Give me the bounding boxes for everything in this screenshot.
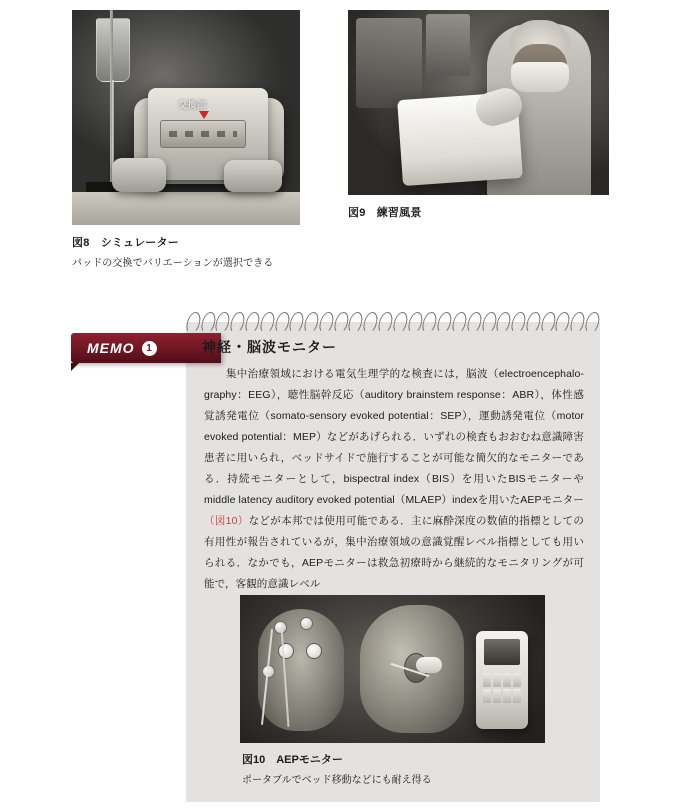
aep-monitor-screen-graphic bbox=[484, 639, 520, 665]
memo-body-text bbox=[204, 364, 584, 595]
memo-body-part-2: などが本邦では使用可能である．主に麻酔深度の数値的指標としての有用性が報告されているが，集中治療領域の意識覚醒レベル指標としても用いられる．なかでも，AEPモニターは救急初療時から継続的なモニタリングが可能で，客観的意識レベル bbox=[204, 515, 584, 590]
figure-10-reference-link[interactable]: （図10） bbox=[204, 515, 249, 527]
figure-8-caption: パッドの交換でバリエーションが選択できる bbox=[72, 258, 274, 269]
figure-8-callout-label: 交換部 bbox=[178, 100, 207, 110]
simulator-arm-right-graphic bbox=[224, 160, 282, 192]
callout-arrow-icon bbox=[199, 111, 209, 119]
aep-ear-sensor-graphic bbox=[416, 657, 442, 673]
spiral-binding-icon bbox=[186, 312, 600, 332]
figure-9-title: 図9 練習風景 bbox=[348, 207, 422, 219]
figure-8-block bbox=[72, 10, 300, 269]
memo-tab bbox=[71, 333, 221, 363]
figure-9-block bbox=[348, 10, 609, 220]
figure-10-photo bbox=[240, 595, 545, 743]
memo-heading: 神経・脳波モニター bbox=[202, 339, 337, 355]
manikin-eye-right-graphic bbox=[306, 643, 322, 659]
background-equipment-2-graphic bbox=[426, 14, 470, 76]
background-equipment-graphic bbox=[356, 18, 422, 108]
table-surface-graphic bbox=[72, 192, 300, 225]
iv-tube-graphic bbox=[112, 80, 114, 170]
memo-body-part-1: 集中治療領域における電気生理学的な検査には，脳波（electroencephalo-graphy：EEG），聴性脳幹反応（auditory brainstem response：ABR），体性感覚誘発電位（somato-sensory evoked potential：SEP），運動誘発電位（motor evoked potential：MEP）などがあげられる．いずれの検査もおおむね意識障害患者に用いられ，ベッドサイドで施行することが可能な簡欠的なモニターである．持続モニターとして，bispectral index（BIS）を用いたBISモニターやmiddle latency auditory evoked potential（MLAEP）indexを用いたAEPモニター bbox=[204, 368, 584, 506]
memo-tab-label: MEMO bbox=[87, 340, 135, 356]
iv-bag-graphic bbox=[96, 18, 130, 82]
figure-10-caption: ポータブルでベッド移動などにも耐え得る bbox=[242, 775, 432, 786]
figure-10-title: 図10 AEPモニター bbox=[242, 754, 343, 766]
figure-8-title: 図8 シミュレーター bbox=[72, 237, 179, 249]
memo-panel bbox=[87, 322, 600, 802]
aep-monitor-keypad-graphic bbox=[483, 673, 521, 703]
manikin-eye-left-graphic bbox=[278, 643, 294, 659]
surgical-mask-graphic bbox=[511, 62, 569, 92]
memo-tab-number: 1 bbox=[142, 341, 157, 356]
simulator-arm-left-graphic bbox=[112, 158, 166, 192]
exchangeable-pad-graphic bbox=[160, 120, 246, 148]
electrode-2-graphic bbox=[300, 617, 313, 630]
figure-10-block bbox=[240, 595, 545, 786]
figure-9-photo bbox=[348, 10, 609, 195]
figure-8-photo bbox=[72, 10, 300, 225]
